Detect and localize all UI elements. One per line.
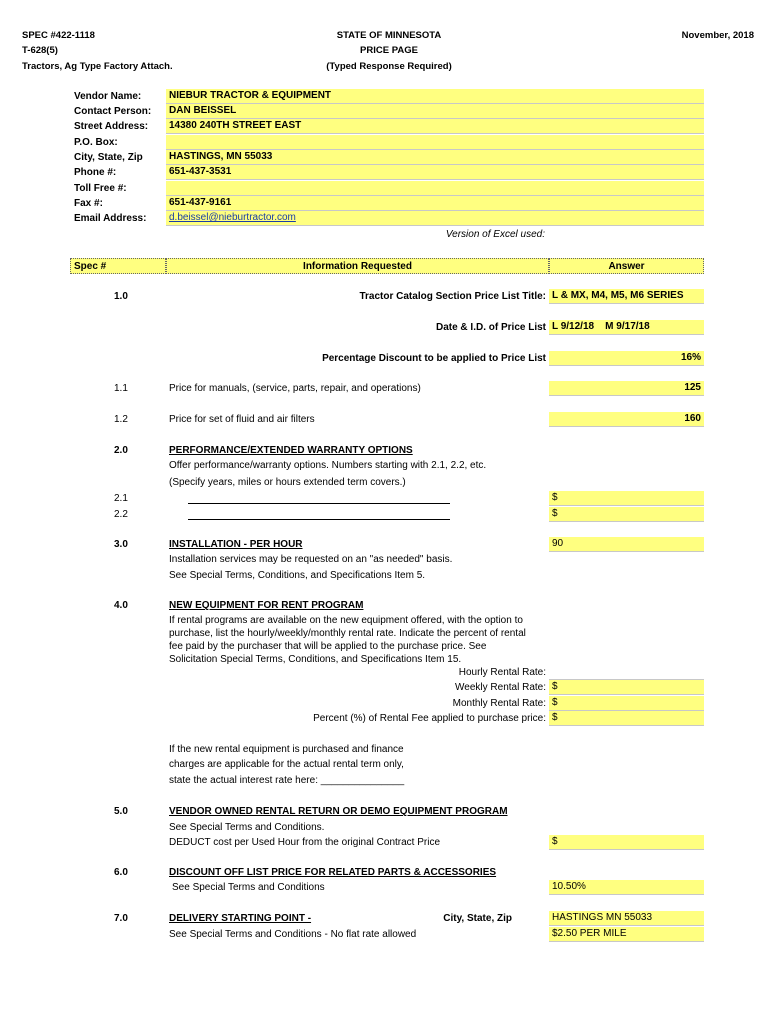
hourly-rate-label: Hourly Rental Rate: <box>458 667 546 678</box>
street-address-value: 14380 240TH STREET EAST <box>169 120 302 131</box>
section-1-number: 1.0 <box>114 291 128 302</box>
fax-value: 651-437-9161 <box>169 197 232 208</box>
parts-discount-field[interactable] <box>549 880 704 895</box>
installation-rate-field[interactable] <box>549 537 704 552</box>
parts-discount-value: 10.50% <box>552 881 586 892</box>
phone-label: Phone #: <box>74 167 117 178</box>
email-label: Email Address: <box>74 213 147 224</box>
item-2-2-blank-line[interactable] <box>188 519 450 520</box>
used-hour-deduct-value: $ <box>552 836 558 847</box>
item-2-1-blank-line[interactable] <box>188 503 450 504</box>
section-4-title: NEW EQUIPMENT FOR RENT PROGRAM <box>169 600 364 611</box>
discount-field[interactable] <box>549 351 704 366</box>
vendor-name-field[interactable] <box>166 89 704 104</box>
item-1-1-number: 1.1 <box>114 383 128 394</box>
city-state-zip-field[interactable] <box>166 150 704 165</box>
section-4-number: 4.0 <box>114 600 128 611</box>
delivery-location-field[interactable] <box>549 911 704 926</box>
spec-subject: Tractors, Ag Type Factory Attach. <box>22 61 173 72</box>
spec-code: T-628(5) <box>22 45 58 56</box>
delivery-rate-field[interactable] <box>549 927 704 942</box>
manuals-price-value: 125 <box>684 382 701 393</box>
finance-line-2: charges are applicable for the actual rental term only, <box>169 759 404 770</box>
excel-version-label: Version of Excel used: <box>445 229 545 240</box>
toll-free-field[interactable] <box>166 181 704 196</box>
price-list-date-label: Date & I.D. of Price List <box>435 322 546 333</box>
email-link[interactable]: d.beissel@nieburtractor.com <box>169 212 296 223</box>
section-6-number: 6.0 <box>114 867 128 878</box>
filters-price-value: 160 <box>684 413 701 424</box>
section-5-number: 5.0 <box>114 806 128 817</box>
spec-number: SPEC #422-1118 <box>22 30 95 41</box>
col-header-spec-text: Spec # <box>74 261 107 272</box>
section-4-para-line-4: Solicitation Special Terms, Conditions, and Specifications Item 15. <box>169 654 462 665</box>
vendor-name-value: NIEBUR TRACTOR & EQUIPMENT <box>169 90 332 101</box>
weekly-rate-field[interactable] <box>549 680 704 695</box>
document-date: November, 2018 <box>681 30 754 41</box>
weekly-rate-value: $ <box>552 681 558 692</box>
contact-person-value: DAN BEISSEL <box>169 105 237 116</box>
finance-line-3: state the actual interest rate here: _______________ <box>169 775 405 786</box>
item-2-2-number: 2.2 <box>114 509 128 520</box>
col-header-answer-text: Answer <box>608 261 645 272</box>
finance-line-1: If the new rental equipment is purchased and finance <box>169 744 404 755</box>
delivery-csz-label: City, State, Zip <box>443 913 512 924</box>
contact-person-field[interactable] <box>166 104 704 119</box>
installation-rate-value: 90 <box>552 538 564 549</box>
section-2-line-1: Offer performance/warranty options. Numbers starting with 2.1, 2.2, etc. <box>169 460 487 471</box>
item-2-1-value: $ <box>552 492 558 503</box>
street-address-field[interactable] <box>166 119 704 134</box>
section-2-number: 2.0 <box>114 445 128 456</box>
fax-field[interactable] <box>166 196 704 211</box>
street-address-label: Street Address: <box>74 121 149 132</box>
state-title: STATE OF MINNESOTA <box>336 30 442 41</box>
response-note: (Typed Response Required) <box>326 61 452 72</box>
section-5-line-1: See Special Terms and Conditions. <box>169 822 325 833</box>
rental-percent-field[interactable] <box>549 711 704 726</box>
manuals-price-label: Price for manuals, (service, parts, repair, and operations) <box>169 383 421 394</box>
item-2-2-value: $ <box>552 508 558 519</box>
section-5-title: VENDOR OWNED RENTAL RETURN OR DEMO EQUIPMENT PROGRAM <box>169 806 508 817</box>
section-6-title: DISCOUNT OFF LIST PRICE FOR RELATED PARTS & ACCESSORIES <box>169 867 497 878</box>
toll-free-label: Toll Free #: <box>74 183 127 194</box>
item-2-1-number: 2.1 <box>114 493 128 504</box>
filters-price-field[interactable] <box>549 412 704 427</box>
email-field[interactable] <box>166 211 704 226</box>
section-4-para-line-1: If rental programs are available on the new equipment offered, with the option to <box>169 615 523 626</box>
item-1-2-number: 1.2 <box>114 414 128 425</box>
monthly-rate-label: Monthly Rental Rate: <box>452 698 546 709</box>
used-hour-deduct-field[interactable] <box>549 835 704 850</box>
po-box-label: P.O. Box: <box>74 137 118 148</box>
col-header-info-text: Information Requested <box>303 261 412 272</box>
filters-price-label: Price for set of fluid and air filters <box>169 414 315 425</box>
catalog-title-value: L & MX, M4, M5, M6 SERIES <box>552 290 684 301</box>
section-7-title: DELIVERY STARTING POINT - <box>169 913 312 924</box>
section-3-line-2: See Special Terms, Conditions, and Specifications Item 5. <box>169 570 426 581</box>
city-state-zip-label: City, State, Zip <box>74 152 143 163</box>
col-header-info <box>166 258 549 274</box>
monthly-rate-field[interactable] <box>549 696 704 711</box>
manuals-price-field[interactable] <box>549 381 704 396</box>
section-3-title: INSTALLATION - PER HOUR <box>169 539 303 550</box>
phone-value: 651-437-3531 <box>169 166 232 177</box>
phone-field[interactable] <box>166 165 704 180</box>
section-7-number: 7.0 <box>114 913 128 924</box>
price-list-date-value: L 9/12/18 M 9/17/18 <box>552 321 650 332</box>
rental-percent-label: Percent (%) of Rental Fee applied to purchase price: <box>313 713 546 724</box>
col-header-answer <box>549 258 704 274</box>
monthly-rate-value: $ <box>552 697 558 708</box>
weekly-rate-label: Weekly Rental Rate: <box>455 682 546 693</box>
discount-value: 16% <box>680 352 701 363</box>
section-5-line-2: DEDUCT cost per Used Hour from the original Contract Price <box>169 837 441 848</box>
price-list-date-field[interactable] <box>549 320 704 335</box>
vendor-name-label: Vendor Name: <box>74 91 142 102</box>
delivery-rate-value: $2.50 PER MILE <box>552 928 627 939</box>
section-2-title: PERFORMANCE/EXTENDED WARRANTY OPTIONS <box>169 445 413 456</box>
section-2-line-2: (Specify years, miles or hours extended term covers.) <box>169 477 406 488</box>
col-header-spec <box>70 258 166 274</box>
section-4-para-line-2: purchase, list the hourly/weekly/monthly rental rate. Indicate the percent of rental <box>169 628 526 639</box>
item-2-1-field[interactable] <box>549 491 704 506</box>
po-box-field[interactable] <box>166 135 704 150</box>
section-4-para-line-3: fee paid by the purchaser that will be applied to the purchase price. See <box>169 641 487 652</box>
item-2-2-field[interactable] <box>549 507 704 522</box>
page-title: PRICE PAGE <box>360 45 418 56</box>
section-3-number: 3.0 <box>114 539 128 550</box>
section-7-line-1: See Special Terms and Conditions - No flat rate allowed <box>169 929 417 940</box>
delivery-location-value: HASTINGS MN 55033 <box>552 912 653 923</box>
catalog-title-field[interactable] <box>549 289 704 304</box>
contact-person-label: Contact Person: <box>74 106 152 117</box>
discount-label: Percentage Discount to be applied to Price List <box>322 353 546 364</box>
fax-label: Fax #: <box>74 198 103 209</box>
catalog-title-label: Tractor Catalog Section Price List Title: <box>359 291 546 302</box>
hourly-rate-field[interactable] <box>549 665 704 680</box>
section-3-line-1: Installation services may be requested on an "as needed" basis. <box>169 554 453 565</box>
rental-percent-value: $ <box>552 712 558 723</box>
section-6-line-1: See Special Terms and Conditions <box>172 882 325 893</box>
city-state-zip-value: HASTINGS, MN 55033 <box>169 151 273 162</box>
